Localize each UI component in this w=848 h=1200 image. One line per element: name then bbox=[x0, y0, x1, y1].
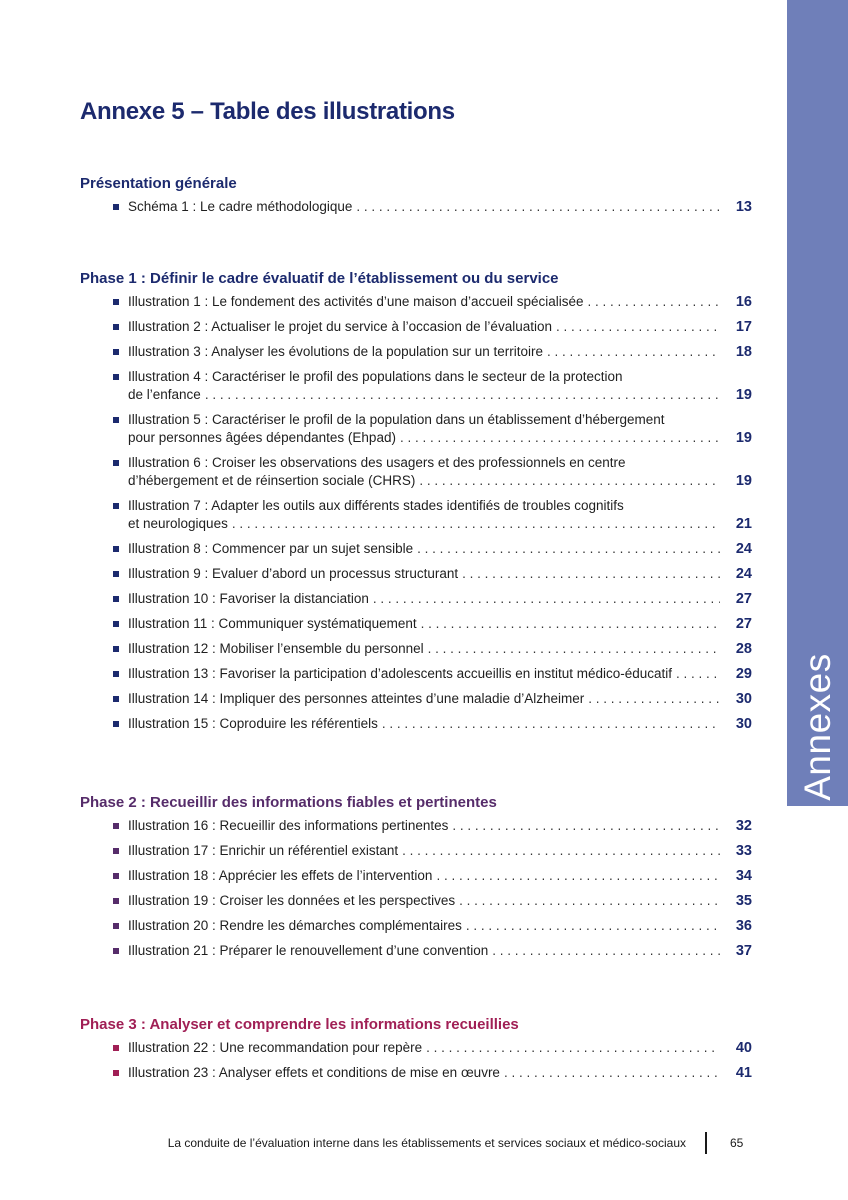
toc-entry bbox=[80, 665, 752, 683]
entry-page-number: 27 bbox=[735, 591, 752, 607]
entry-page-number: 21 bbox=[735, 516, 752, 532]
entry-line bbox=[128, 429, 752, 447]
entry-title-line: Illustration 21 : Préparer le renouvellement d’une convention bbox=[128, 943, 489, 958]
square-bullet-icon bbox=[113, 948, 119, 954]
square-bullet-icon bbox=[113, 503, 119, 509]
dot-leader bbox=[676, 665, 720, 683]
toc-entry bbox=[80, 540, 752, 558]
dot-leader bbox=[402, 842, 720, 860]
entry-title-line: Illustration 18 : Apprécier les effets de l’intervention bbox=[128, 868, 433, 883]
toc-entry bbox=[80, 454, 752, 490]
entry-title-line: Illustration 17 : Enrichir un référentiel existant bbox=[128, 843, 399, 858]
entry-page-number: 35 bbox=[735, 893, 752, 909]
dot-leader bbox=[466, 917, 720, 935]
entry-line bbox=[128, 665, 752, 683]
entry-line bbox=[128, 615, 752, 633]
entry-line bbox=[128, 1064, 752, 1082]
square-bullet-icon bbox=[113, 324, 119, 330]
square-bullet-icon bbox=[113, 417, 119, 423]
entry-list bbox=[80, 198, 752, 216]
square-bullet-icon bbox=[113, 546, 119, 552]
square-bullet-icon bbox=[113, 671, 119, 677]
entry-page-number: 30 bbox=[735, 716, 752, 732]
entry-page-number: 32 bbox=[735, 818, 752, 834]
entry-page-number: 19 bbox=[735, 473, 752, 489]
toc-entry bbox=[80, 565, 752, 583]
entry-title-line: Illustration 6 : Croiser les observations des usagers et des professionnels en centre bbox=[128, 455, 626, 470]
entry-title-line: Illustration 2 : Actualiser le projet du service à l’occasion de l’évaluation bbox=[128, 319, 552, 334]
square-bullet-icon bbox=[113, 571, 119, 577]
page-number: 65 bbox=[730, 1136, 744, 1150]
dot-leader bbox=[436, 867, 720, 885]
entry-list bbox=[80, 293, 752, 733]
entry-line bbox=[128, 640, 752, 658]
dot-leader bbox=[421, 615, 720, 633]
entry-page-number: 34 bbox=[735, 868, 752, 884]
square-bullet-icon bbox=[113, 1070, 119, 1076]
entry-title-line: Illustration 11 : Communiquer systématiquement bbox=[128, 616, 417, 631]
entry-line bbox=[128, 892, 752, 910]
entry-page-number: 41 bbox=[735, 1065, 752, 1081]
toc-entry bbox=[80, 343, 752, 361]
dot-leader bbox=[452, 817, 720, 835]
entry-title-line: Illustration 22 : Une recommandation pour repère bbox=[128, 1040, 423, 1055]
entry-title-line: Illustration 5 : Caractériser le profil de la population dans un établissement d’hébergement bbox=[128, 412, 665, 427]
dot-leader bbox=[382, 715, 720, 733]
entry-line bbox=[128, 690, 752, 708]
entry-line bbox=[128, 942, 752, 960]
square-bullet-icon bbox=[113, 646, 119, 652]
square-bullet-icon bbox=[113, 873, 119, 879]
entry-page-number: 24 bbox=[735, 541, 752, 557]
dot-leader bbox=[373, 590, 720, 608]
section-heading: Phase 3 : Analyser et comprendre les informations recueillies bbox=[80, 1016, 519, 1033]
entry-page-number: 17 bbox=[735, 319, 752, 335]
toc-entry bbox=[80, 867, 752, 885]
entry-title-line: et neurologiques bbox=[128, 516, 228, 531]
dot-leader bbox=[426, 1039, 720, 1057]
entry-title-line: Illustration 9 : Evaluer d’abord un processus structurant bbox=[128, 566, 459, 581]
entry-title-line: Illustration 1 : Le fondement des activités d’une maison d’accueil spécialisée bbox=[128, 294, 584, 309]
page-title: Annexe 5 – Table des illustrations bbox=[80, 98, 455, 125]
dot-leader bbox=[588, 293, 720, 311]
dot-leader bbox=[400, 429, 720, 447]
entry-line bbox=[128, 590, 752, 608]
square-bullet-icon bbox=[113, 596, 119, 602]
square-bullet-icon bbox=[113, 204, 119, 210]
toc-entry bbox=[80, 640, 752, 658]
entry-page-number: 33 bbox=[735, 843, 752, 859]
dot-leader bbox=[504, 1064, 720, 1082]
section-heading: Phase 2 : Recueillir des informations fiables et pertinentes bbox=[80, 794, 497, 811]
dot-leader bbox=[428, 640, 720, 658]
dot-leader bbox=[462, 565, 720, 583]
entry-page-number: 28 bbox=[735, 641, 752, 657]
entry-line bbox=[128, 386, 752, 404]
entry-page-number: 40 bbox=[735, 1040, 752, 1056]
dot-leader bbox=[547, 343, 720, 361]
entry-title-line: Illustration 4 : Caractériser le profil des populations dans le secteur de la protection bbox=[128, 369, 623, 384]
dot-leader bbox=[232, 515, 720, 533]
square-bullet-icon bbox=[113, 696, 119, 702]
entry-page-number: 36 bbox=[735, 918, 752, 934]
entry-title-line: Illustration 12 : Mobiliser l’ensemble du personnel bbox=[128, 641, 424, 656]
entry-page-number: 19 bbox=[735, 430, 752, 446]
entry-line bbox=[128, 293, 752, 311]
section-phase-1 bbox=[80, 269, 752, 740]
toc-entry bbox=[80, 615, 752, 633]
toc-entry bbox=[80, 1039, 752, 1057]
entry-page-number: 24 bbox=[735, 566, 752, 582]
toc-entry bbox=[80, 198, 752, 216]
entry-title-line: pour personnes âgées dépendantes (Ehpad) bbox=[128, 430, 396, 445]
entry-line bbox=[128, 715, 752, 733]
annexes-side-tab bbox=[787, 0, 848, 806]
toc-entry bbox=[80, 892, 752, 910]
square-bullet-icon bbox=[113, 349, 119, 355]
entry-title-line: d’hébergement et de réinsertion sociale (CHRS) bbox=[128, 473, 416, 488]
entry-page-number: 18 bbox=[735, 344, 752, 360]
dot-leader bbox=[417, 540, 720, 558]
toc-entry bbox=[80, 497, 752, 533]
entry-title-line: Illustration 8 : Commencer par un sujet sensible bbox=[128, 541, 414, 556]
dot-leader bbox=[419, 472, 720, 490]
entry-page-number: 16 bbox=[735, 294, 752, 310]
entry-line bbox=[128, 565, 752, 583]
entry-list bbox=[80, 817, 752, 960]
toc-entry bbox=[80, 293, 752, 311]
toc-entry bbox=[80, 318, 752, 336]
square-bullet-icon bbox=[113, 823, 119, 829]
entry-title-line: Illustration 3 : Analyser les évolutions de la population sur un territoire bbox=[128, 344, 543, 359]
entry-line bbox=[128, 917, 752, 935]
entry-title-line: Illustration 16 : Recueillir des informations pertinentes bbox=[128, 818, 449, 833]
side-tab-text: Annexes bbox=[796, 653, 838, 801]
toc-entry bbox=[80, 1064, 752, 1082]
entry-line bbox=[128, 842, 752, 860]
square-bullet-icon bbox=[113, 721, 119, 727]
section-phase-3 bbox=[80, 1015, 752, 1089]
entry-title-line: Illustration 13 : Favoriser la participation d’adolescents accueillis en institut médico-éducatif bbox=[128, 666, 673, 681]
entry-line bbox=[128, 343, 752, 361]
entry-line bbox=[128, 515, 752, 533]
entry-title-line: Illustration 20 : Rendre les démarches complémentaires bbox=[128, 918, 462, 933]
entry-page-number: 13 bbox=[735, 199, 752, 215]
entry-page-number: 30 bbox=[735, 691, 752, 707]
entry-title-line: Illustration 23 : Analyser effets et conditions de mise en œuvre bbox=[128, 1065, 500, 1080]
toc-entry bbox=[80, 411, 752, 447]
toc-entry bbox=[80, 715, 752, 733]
entry-line bbox=[128, 1039, 752, 1057]
entry-line bbox=[128, 540, 752, 558]
section-heading: Présentation générale bbox=[80, 175, 237, 192]
entry-page-number: 29 bbox=[735, 666, 752, 682]
toc-entry bbox=[80, 590, 752, 608]
side-tab-label bbox=[787, 653, 848, 801]
entry-title-line: Illustration 7 : Adapter les outils aux différents stades identifiés de troubles cognitifs bbox=[128, 498, 624, 513]
entry-line bbox=[128, 472, 752, 490]
square-bullet-icon bbox=[113, 848, 119, 854]
footer-text: La conduite de l’évaluation interne dans les établissements et services sociaux et médico-sociaux bbox=[167, 1136, 686, 1150]
dot-leader bbox=[588, 690, 720, 708]
dot-leader bbox=[459, 892, 720, 910]
square-bullet-icon bbox=[113, 923, 119, 929]
toc-entry bbox=[80, 817, 752, 835]
square-bullet-icon bbox=[113, 460, 119, 466]
section-heading: Phase 1 : Définir le cadre évaluatif de l’établissement ou du service bbox=[80, 270, 559, 287]
entry-title-line: de l’enfance bbox=[128, 387, 201, 402]
square-bullet-icon bbox=[113, 374, 119, 380]
square-bullet-icon bbox=[113, 299, 119, 305]
entry-page-number: 37 bbox=[735, 943, 752, 959]
entry-line bbox=[128, 817, 752, 835]
entry-page-number: 27 bbox=[735, 616, 752, 632]
toc-entry bbox=[80, 942, 752, 960]
dot-leader bbox=[356, 198, 720, 216]
square-bullet-icon bbox=[113, 898, 119, 904]
toc-entry bbox=[80, 690, 752, 708]
square-bullet-icon bbox=[113, 621, 119, 627]
entry-list bbox=[80, 1039, 752, 1082]
toc-entry bbox=[80, 368, 752, 404]
toc-entry bbox=[80, 842, 752, 860]
square-bullet-icon bbox=[113, 1045, 119, 1051]
entry-line bbox=[128, 198, 752, 216]
entry-title-line: Illustration 19 : Croiser les données et les perspectives bbox=[128, 893, 456, 908]
entry-title-line: Illustration 15 : Coproduire les référentiels bbox=[128, 716, 378, 731]
entry-title-line: Illustration 14 : Impliquer des personnes atteintes d’une maladie d’Alzheimer bbox=[128, 691, 585, 706]
entry-title-line: Illustration 10 : Favoriser la distanciation bbox=[128, 591, 369, 606]
dot-leader bbox=[556, 318, 720, 336]
section-presentation bbox=[80, 174, 752, 223]
entry-page-number: 19 bbox=[735, 387, 752, 403]
entry-line bbox=[128, 867, 752, 885]
section-phase-2 bbox=[80, 793, 752, 967]
entry-title-line: Schéma 1 : Le cadre méthodologique bbox=[128, 199, 353, 214]
dot-leader bbox=[492, 942, 720, 960]
dot-leader bbox=[205, 386, 720, 404]
toc-entry bbox=[80, 917, 752, 935]
entry-line bbox=[128, 318, 752, 336]
footer-divider bbox=[705, 1132, 707, 1154]
